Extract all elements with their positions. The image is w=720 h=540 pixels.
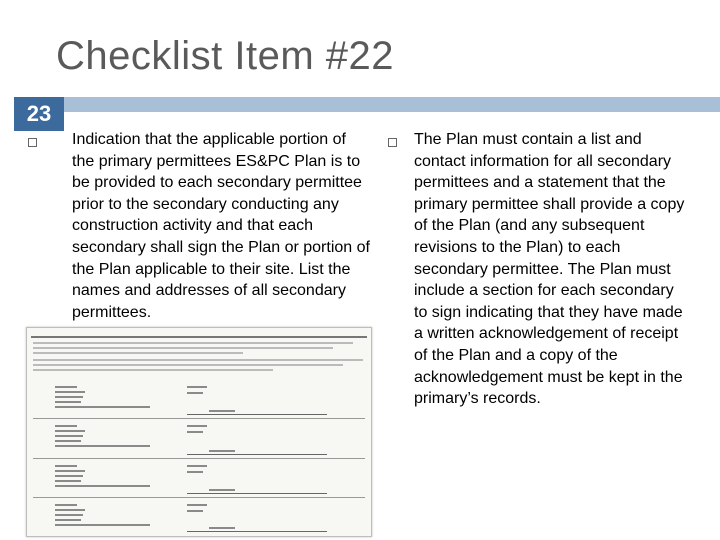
header-rule [64, 97, 720, 112]
square-bullet-icon [388, 138, 397, 147]
right-bullet-text: The Plan must contain a list and contact information for all secondary permittees and a statement that the primary permittee shall provide a copy of the Plan (and any subsequent revisions to the Plan) to each secondary permittee. The Plan must include a section for each secondary to sign indicating that they have made a written acknowledgement of receipt of the Plan and a copy of the acknowledgement must be kept in the primary’s records. [414, 131, 685, 408]
slide-number-badge: 23 [14, 97, 64, 131]
square-bullet-icon [28, 138, 37, 147]
slide-title: Checklist Item #22 [56, 34, 395, 78]
secondary-permittee-form-image [26, 327, 372, 537]
left-bullet-text: Indication that the applicable portion of the primary permittees ES&PC Plan is to be provided to each secondary permittee prior to the secondary conducting any construction activity and that each secondary shall sign the Plan or portion of the Plan applicable to their site. List the names and addresses of all secondary permittees. [72, 131, 370, 321]
